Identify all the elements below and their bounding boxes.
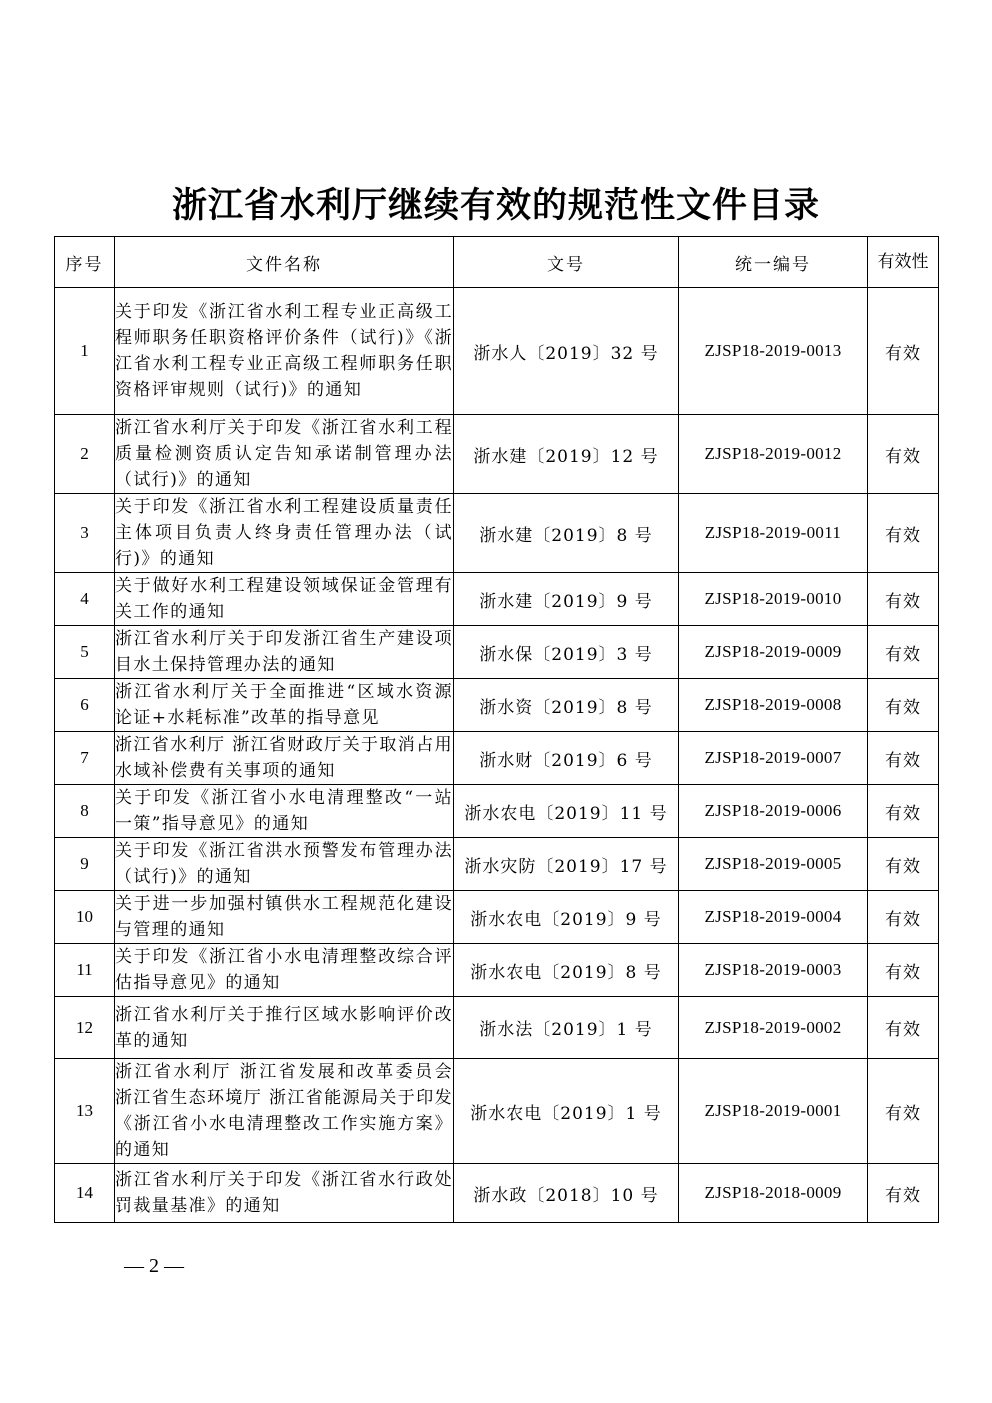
row-document-number: 浙水农电〔2019〕11 号 — [454, 785, 679, 838]
row-document-name: 关于印发《浙江省小水电清理整改综合评估指导意见》的通知 — [115, 944, 454, 997]
table-row — [55, 997, 939, 1059]
row-unified-code: ZJSP18-2019-0009 — [679, 626, 868, 679]
row-unified-code: ZJSP18-2018-0009 — [679, 1164, 868, 1223]
row-validity: 有效 — [868, 891, 939, 944]
row-document-number: 浙水农电〔2019〕1 号 — [454, 1059, 679, 1164]
row-serial-number: 3 — [55, 494, 115, 573]
row-validity: 有效 — [868, 288, 939, 415]
row-unified-code: ZJSP18-2019-0012 — [679, 415, 868, 494]
row-serial-number: 10 — [55, 891, 115, 944]
row-document-name: 浙江省水利厅 浙江省财政厅关于取消占用水域补偿费有关事项的通知 — [115, 732, 454, 785]
row-document-name: 关于印发《浙江省水利工程专业正高级工程师职务任职资格评价条件（试行)》《浙江省水利工程专业正高级工程师职务任职资格评审规则（试行)》的通知 — [115, 288, 454, 415]
table-row — [55, 573, 939, 626]
row-document-number: 浙水建〔2019〕12 号 — [454, 415, 679, 494]
row-unified-code: ZJSP18-2019-0004 — [679, 891, 868, 944]
page-number: — 2 — — [124, 1255, 184, 1277]
table-row — [55, 1059, 939, 1164]
table-row — [55, 891, 939, 944]
document-catalog-table — [54, 236, 939, 1223]
row-document-number: 浙水农电〔2019〕9 号 — [454, 891, 679, 944]
row-document-name: 浙江省水利厅关于印发浙江省生产建设项目水土保持管理办法的通知 — [115, 626, 454, 679]
row-document-number: 浙水灾防〔2019〕17 号 — [454, 838, 679, 891]
row-unified-code: ZJSP18-2019-0006 — [679, 785, 868, 838]
row-validity: 有效 — [868, 838, 939, 891]
row-unified-code: ZJSP18-2019-0003 — [679, 944, 868, 997]
row-serial-number: 4 — [55, 573, 115, 626]
row-validity: 有效 — [868, 944, 939, 997]
row-unified-code: ZJSP18-2019-0010 — [679, 573, 868, 626]
table-row — [55, 679, 939, 732]
row-unified-code: ZJSP18-2019-0008 — [679, 679, 868, 732]
row-document-number: 浙水保〔2019〕3 号 — [454, 626, 679, 679]
row-document-name: 浙江省水利厅关于印发《浙江省水利工程质量检测资质认定告知承诺制管理办法（试行)》的通知 — [115, 415, 454, 494]
row-validity: 有效 — [868, 785, 939, 838]
row-serial-number: 12 — [55, 997, 115, 1059]
table-row — [55, 838, 939, 891]
row-serial-number: 1 — [55, 288, 115, 415]
row-validity: 有效 — [868, 997, 939, 1059]
row-validity: 有效 — [868, 415, 939, 494]
row-document-number: 浙水资〔2019〕8 号 — [454, 679, 679, 732]
row-serial-number: 11 — [55, 944, 115, 997]
row-document-number: 浙水财〔2019〕6 号 — [454, 732, 679, 785]
row-document-name: 关于印发《浙江省水利工程建设质量责任主体项目负责人终身责任管理办法（试行)》的通知 — [115, 494, 454, 573]
table-row — [55, 415, 939, 494]
row-document-number: 浙水法〔2019〕1 号 — [454, 997, 679, 1059]
table-header-row — [55, 237, 939, 288]
row-validity: 有效 — [868, 1059, 939, 1164]
header-document-name: 文件名称 — [115, 237, 454, 288]
row-serial-number: 5 — [55, 626, 115, 679]
row-document-name: 浙江省水利厅关于印发《浙江省水行政处罚裁量基准》的通知 — [115, 1164, 454, 1223]
header-serial-number: 序号 — [55, 237, 115, 288]
row-unified-code: ZJSP18-2019-0005 — [679, 838, 868, 891]
row-validity: 有效 — [868, 1164, 939, 1223]
row-serial-number: 9 — [55, 838, 115, 891]
row-unified-code: ZJSP18-2019-0002 — [679, 997, 868, 1059]
row-serial-number: 8 — [55, 785, 115, 838]
row-serial-number: 6 — [55, 679, 115, 732]
row-document-name: 浙江省水利厅 浙江省发展和改革委员会 浙江省生态环境厅 浙江省能源局关于印发《浙江省小水电清理整改工作实施方案》的通知 — [115, 1059, 454, 1164]
row-document-number: 浙水农电〔2019〕8 号 — [454, 944, 679, 997]
row-serial-number: 7 — [55, 732, 115, 785]
header-document-number: 文号 — [454, 237, 679, 288]
row-validity: 有效 — [868, 573, 939, 626]
row-document-name: 关于做好水利工程建设领域保证金管理有关工作的通知 — [115, 573, 454, 626]
row-serial-number: 2 — [55, 415, 115, 494]
row-serial-number: 14 — [55, 1164, 115, 1223]
table-row — [55, 732, 939, 785]
row-document-number: 浙水建〔2019〕8 号 — [454, 494, 679, 573]
table-row — [55, 1164, 939, 1223]
row-document-name: 浙江省水利厅关于全面推进“区域水资源论证+水耗标准”改革的指导意见 — [115, 679, 454, 732]
row-document-number: 浙水人〔2019〕32 号 — [454, 288, 679, 415]
row-document-name: 关于印发《浙江省洪水预警发布管理办法（试行)》的通知 — [115, 838, 454, 891]
header-validity: 有效性 — [868, 237, 939, 288]
row-unified-code: ZJSP18-2019-0007 — [679, 732, 868, 785]
table-row — [55, 626, 939, 679]
page-title: 浙江省水利厅继续有效的规范性文件目录 — [171, 186, 820, 226]
row-validity: 有效 — [868, 732, 939, 785]
row-document-number: 浙水政〔2018〕10 号 — [454, 1164, 679, 1223]
row-document-name: 浙江省水利厅关于推行区域水影响评价改革的通知 — [115, 997, 454, 1059]
row-document-number: 浙水建〔2019〕9 号 — [454, 573, 679, 626]
row-document-name: 关于进一步加强村镇供水工程规范化建设与管理的通知 — [115, 891, 454, 944]
row-serial-number: 13 — [55, 1059, 115, 1164]
table-row — [55, 785, 939, 838]
table-row — [55, 288, 939, 415]
row-validity: 有效 — [868, 626, 939, 679]
row-unified-code: ZJSP18-2019-0013 — [679, 288, 868, 415]
row-validity: 有效 — [868, 494, 939, 573]
header-unified-code: 统一编号 — [679, 237, 868, 288]
table-row — [55, 494, 939, 573]
row-unified-code: ZJSP18-2019-0011 — [679, 494, 868, 573]
row-unified-code: ZJSP18-2019-0001 — [679, 1059, 868, 1164]
row-document-name: 关于印发《浙江省小水电清理整改“一站一策”指导意见》的通知 — [115, 785, 454, 838]
table-row — [55, 944, 939, 997]
row-validity: 有效 — [868, 679, 939, 732]
